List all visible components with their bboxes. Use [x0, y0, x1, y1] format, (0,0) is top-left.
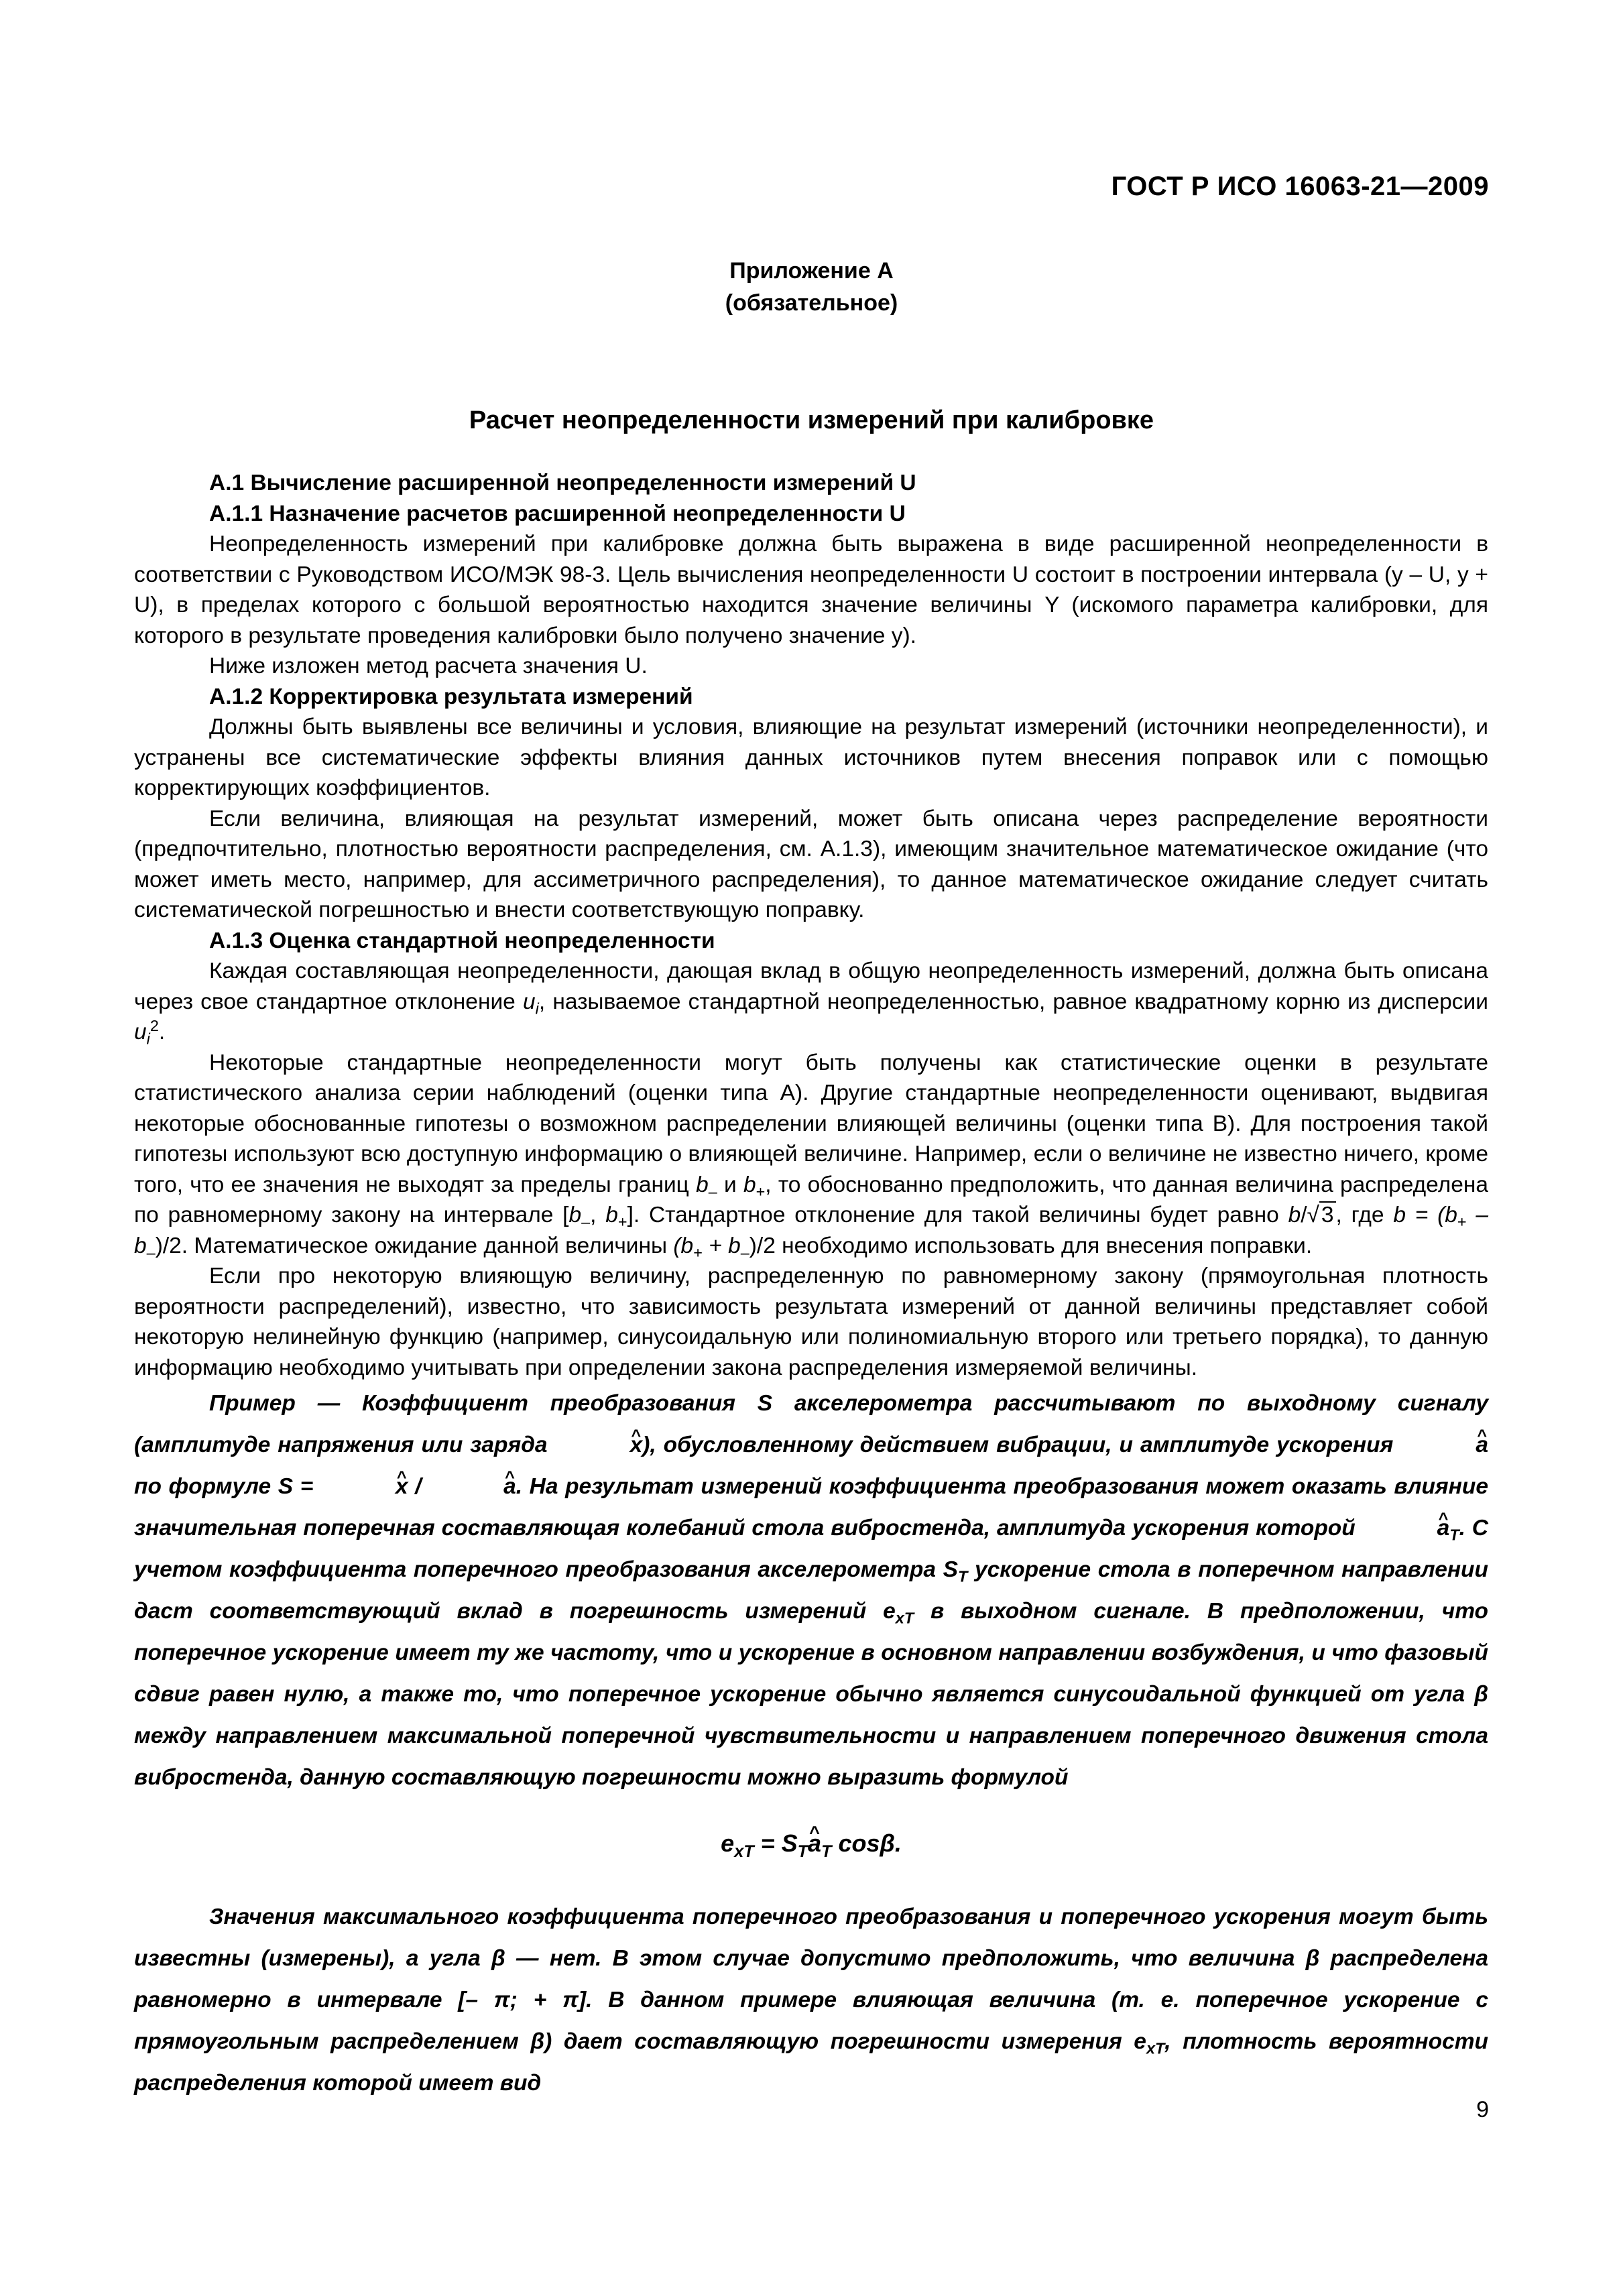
- paragraph-method-note: Ниже изложен метод расчета значения U.: [209, 654, 648, 678]
- paragraph-std-deviation: Каждая составляющая неопределенности, дающая вклад в общую неопределенность измерений, должна быть описана через свое стандартное отклонение $u_i$, называемое стандартной неопределенностью, равное квадратному корню из дисперсии $u_i^2$.: [134, 959, 1488, 1048]
- heading-a1: А.1 Вычисление расширенной неопределенности измерений U: [209, 471, 916, 495]
- paragraph-purpose: Неопределенность измерений при калибровке должна быть выражена в виде расширенной неопределенности в соответствии с Руководством ИСО/МЭК 98-3. Цель вычисления неопределенности U состоит в построении интервала (y – U, y + U), в пределах которого с большой вероятностью находится значение величины Y (искомого параметра калибровки, для которого в результате проведения калибровки было получено значение y).: [134, 532, 1488, 648]
- section-title: Расчет неопределенности измерений при калибровке: [469, 406, 1154, 434]
- paragraph-type-b: Некоторые стандартные неопределенности могут быть получены как статистические оценки в результате статистического анализа серии наблюдений (оценки типа А). Другие стандартные неопределенности оценивают, выдвигая некоторые обоснованные гипотезы о возможном распределении влияющей величины (оценки типа В). Для построения такой гипотезы используют всю доступную информацию о влияющей величине. Например, если о величине не известно ничего, кроме того, что ее значения не выходят за пределы границ $b_-$ и $b_+$, то обоснованно предположить, что данная величина распределена по равномерному закону на интервале [$b_-$, $b_+$]. Стандартное отклонение для такой величины будет равно b/√3, где $b = (b_+ - b_-)/2$. Математическое ожидание данной величины $(b_+ + b_-)/2$ необходимо использовать для внесения поправки.: [134, 1050, 1489, 1262]
- heading-a13: А.1.3 Оценка стандартной неопределенности: [209, 928, 715, 953]
- document-code: ГОСТ Р ИСО 16063-21—2009: [1111, 172, 1489, 201]
- annex-title: Приложение А: [729, 258, 894, 284]
- example-conclusion: Значения максимального коэффициента поперечного преобразования и поперечного ускорения могут быть известны (измерены), а угла β — нет. В этом случае допустимо предположить, что величина β распределена равномерно в интервале [– π; + π]. В данном примере влияющая величина (т. е. поперечное ускорение с прямоугольным распределением β) дает составляющую погрешности измерения $e_{xT}$, плотность вероятности распределения которой имеет вид: [134, 1904, 1488, 2096]
- page-number: 9: [1476, 2097, 1489, 2122]
- heading-a11: А.1.1 Назначение расчетов расширенной неопределенности U: [209, 501, 906, 526]
- heading-a12: А.1.2 Корректировка результата измерений: [209, 684, 693, 709]
- paragraph-correction: Должны быть выявлены все величины и условия, влияющие на результат измерений (источники неопределенности), и устранены все систематические эффекты влияния данных источников путем внесения поправок или с помощью корректирующих коэффициентов.: [134, 715, 1488, 800]
- paragraph-nonlinear: Если про некоторую влияющую величину, распределенную по равномерному закону (прямоугольная плотность вероятности распределений), известно, что зависимость результата измерений от данной величины представляет собой некоторую нелинейную функцию (например, синусоидальную или полиномиальную второго или третьего порядка), то данную информацию необходимо учитывать при определении закона распределения измеряемой величины.: [134, 1264, 1488, 1380]
- annex-status: (обязательное): [725, 290, 898, 316]
- cross-axis-error-formula: $e_{xT}$ = $S_T\^{}$ $a_T$ cosβ.: [134, 1828, 1488, 1859]
- example-paragraph: Пример — Коэффициент преобразования S акселерометра рассчитывают по выходному сигналу (амплитуде напряжения или заряда ^ x), обусловленному действием вибрации, и амплитуде ускорения ^ a по формуле S = ^ x / ^ a. На результат измерений коэффициента преобразования может оказать влияние значительная поперечная составляющая колебаний стола вибростенда, амплитуда ускорения которой ^ $a_T$. С учетом коэффициента поперечного преобразования акселерометра $S_T$ ускорение стола в поперечном направлении даст соответствующий вклад в погрешность измерений $e_{xT}$ в выходном сигнале. В предположении, что поперечное ускорение имеет ту же частоту, что и ускорение в основном направлении возбуждения, и что фазовый сдвиг равен нулю, а также то, что поперечное ускорение обычно является синусоидальной функцией от угла β между направлением максимальной поперечной чувствительности и направлением поперечного движения стола вибростенда, данную составляющую погрешности можно выразить формулой: [134, 1383, 1488, 1799]
- paragraph-expectation: Если величина, влияющая на результат измерений, может быть описана через распределение вероятности (предпочтительно, плотностью вероятности распределения, см. А.1.3), имеющим значительное математическое ожидание (что может иметь место, например, для ассиметричного распределения), то данное математическое ожидание следует считать систематической погрешностью и внести соответствующую поправку.: [134, 806, 1488, 922]
- document-body: [134, 468, 1488, 2104]
